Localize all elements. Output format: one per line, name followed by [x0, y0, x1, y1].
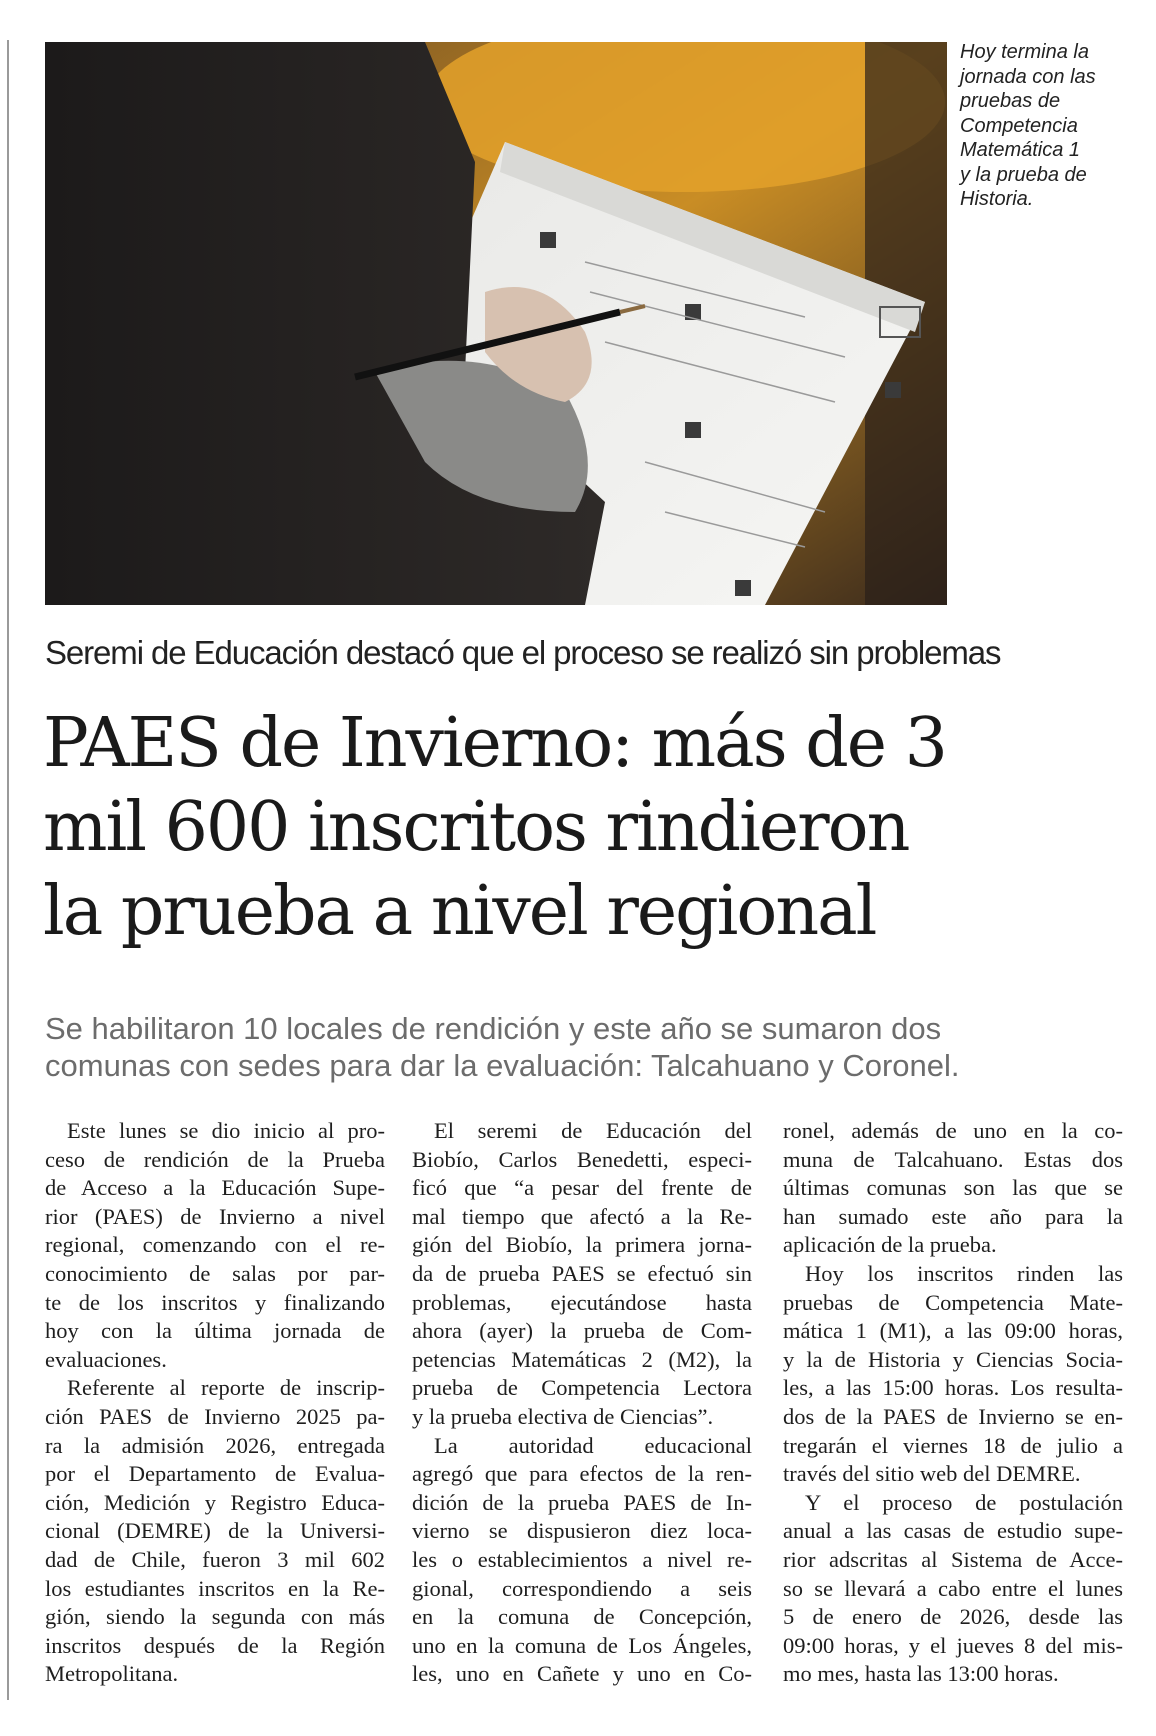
- body-line: Referente al reporte de inscrip-: [67, 1375, 385, 1401]
- body-line: te de los inscritos y finalizando: [45, 1289, 385, 1315]
- body-line: 5 de enero de 2026, desde las: [783, 1604, 1123, 1630]
- deck-line: Se habilitaron 10 locales de rendición y este año se sumaron dos: [45, 1011, 942, 1046]
- body-line: ficó que “a pesar del frente de: [412, 1175, 752, 1201]
- body-line: aplicación de la prueba.: [783, 1232, 997, 1258]
- body-paragraph: [45, 1374, 385, 1689]
- body-column-2: [412, 1117, 752, 1689]
- body-line: La autoridad educacional: [434, 1432, 752, 1458]
- caption-line: y la prueba de: [960, 163, 1087, 186]
- body-line: de Acceso a la Educación Supe-: [45, 1175, 385, 1201]
- body-line: petencias Matemáticas 2 (M2), la: [412, 1346, 752, 1372]
- body-line: 09:00 horas, y el jueves 8 del mis-: [783, 1632, 1123, 1658]
- caption-line: Competencia: [960, 114, 1078, 137]
- body-line: evaluaciones.: [45, 1346, 167, 1372]
- body-line: en la comuna de Concepción,: [412, 1604, 752, 1630]
- body-line: ción PAES de Invierno 2025 pa-: [45, 1403, 385, 1429]
- body-line: les o establecimientos a nivel re-: [412, 1546, 752, 1572]
- body-line: mo mes, hasta las 13:00 horas.: [783, 1661, 1059, 1687]
- headline-line: la prueba a nivel regional: [43, 872, 876, 951]
- body-line: han sumado este año para la: [783, 1203, 1123, 1229]
- body-line: ra la admisión 2026, entregada: [45, 1432, 385, 1458]
- body-line: y la de Historia y Ciencias Socia-: [783, 1346, 1123, 1372]
- body-line: gión, siendo la segunda con más: [45, 1604, 385, 1630]
- exam-photo: [45, 42, 947, 605]
- body-line: tregarán el viernes 18 de julio a: [783, 1432, 1123, 1458]
- body-line: inscritos después de la Región: [45, 1632, 385, 1658]
- body-paragraph: [783, 1489, 1123, 1689]
- body-line: por el Departamento de Evalua-: [45, 1461, 385, 1487]
- body-line: rior (PAES) de Invierno a nivel: [45, 1203, 385, 1229]
- body-line: da de prueba PAES se efectuó sin: [412, 1260, 752, 1286]
- body-line: través del sitio web del DEMRE.: [783, 1461, 1081, 1487]
- body-line: Metropolitana.: [45, 1661, 179, 1687]
- body-line: pruebas de Competencia Mate-: [783, 1289, 1123, 1315]
- body-line: ceso de rendición de la Prueba: [45, 1146, 385, 1172]
- body-line: gión del Biobío, la primera jorna-: [412, 1232, 752, 1258]
- body-line: Este lunes se dio inicio al pro-: [67, 1118, 385, 1143]
- body-line: vierno se dispusieron diez loca-: [412, 1518, 752, 1544]
- body-line: cional (DEMRE) de la Universi-: [45, 1518, 385, 1544]
- body-line: Biobío, Carlos Benedetti, especi-: [412, 1146, 752, 1172]
- body-line: prueba de Competencia Lectora: [412, 1375, 752, 1401]
- body-line: dición de la prueba PAES de In-: [412, 1489, 752, 1515]
- body-paragraph: [783, 1117, 1123, 1260]
- article-kicker: Seremi de Educación destacó que el proceso se realizó sin problemas: [45, 634, 1001, 671]
- body-paragraph: [45, 1117, 385, 1374]
- body-line: Hoy los inscritos rinden las: [805, 1260, 1123, 1286]
- body-paragraph: [783, 1260, 1123, 1489]
- headline-line: PAES de Invierno: más de 3: [43, 704, 946, 783]
- article-headline: [43, 702, 946, 954]
- body-line: les, a las 15:00 horas. Los resulta-: [783, 1375, 1123, 1401]
- body-line: problemas, ejecutándose hasta: [412, 1289, 752, 1315]
- caption-line: Historia.: [960, 188, 1034, 210]
- caption-line: pruebas de: [960, 90, 1061, 112]
- body-line: dad de Chile, fueron 3 mil 602: [45, 1546, 385, 1572]
- body-line: dos de la PAES de Invierno se en-: [783, 1403, 1123, 1429]
- caption-line: Hoy termina la: [960, 41, 1089, 63]
- body-line: hoy con la última jornada de: [45, 1318, 385, 1344]
- photo-caption: [960, 40, 1140, 212]
- body-line: ahora (ayer) la prueba de Com-: [412, 1318, 752, 1344]
- body-line: so se llevará a cabo entre el lunes: [783, 1575, 1123, 1601]
- body-line: ronel, además de uno en la co-: [783, 1118, 1123, 1143]
- body-line: mática 1 (M1), a las 09:00 horas,: [783, 1318, 1123, 1344]
- body-line: agregó que para efectos de la ren-: [412, 1461, 752, 1487]
- deck-line: comunas con sedes para dar la evaluación: Talcahuano y Coronel.: [45, 1048, 960, 1083]
- exam-photo-illustration: [45, 42, 947, 605]
- body-line: y la prueba electiva de Ciencias”.: [412, 1403, 714, 1429]
- body-line: últimas comunas son las que se: [783, 1175, 1123, 1201]
- body-column-3: [783, 1117, 1123, 1689]
- body-line: les, uno en Cañete y uno en Co-: [412, 1661, 752, 1687]
- body-line: gional, correspondiendo a seis: [412, 1575, 752, 1601]
- body-line: rior adscritas al Sistema de Acce-: [783, 1546, 1123, 1572]
- body-line: muna de Talcahuano. Estas dos: [783, 1146, 1123, 1172]
- body-line: Y el proceso de postulación: [805, 1489, 1123, 1515]
- body-paragraph: [412, 1432, 752, 1689]
- headline-line: mil 600 inscritos rindieron: [43, 788, 909, 867]
- left-margin-rule: [7, 40, 9, 1700]
- article-deck: [45, 1010, 960, 1084]
- body-line: regional, comenzando con el re-: [45, 1232, 385, 1258]
- body-line: ción, Medición y Registro Educa-: [45, 1489, 385, 1515]
- body-paragraph: [412, 1117, 752, 1432]
- body-line: mal tiempo que afectó a la Re-: [412, 1203, 752, 1229]
- body-line: conocimiento de salas por par-: [45, 1260, 385, 1286]
- body-line: uno en la comuna de Los Ángeles,: [412, 1632, 752, 1658]
- body-line: anual a las casas de estudio supe-: [783, 1518, 1123, 1544]
- body-line: los estudiantes inscritos en la Re-: [45, 1575, 385, 1601]
- body-column-1: [45, 1117, 385, 1689]
- caption-line: jornada con las: [960, 65, 1096, 88]
- caption-line: Matemática 1: [960, 139, 1081, 161]
- body-line: El seremi de Educación del: [434, 1118, 752, 1143]
